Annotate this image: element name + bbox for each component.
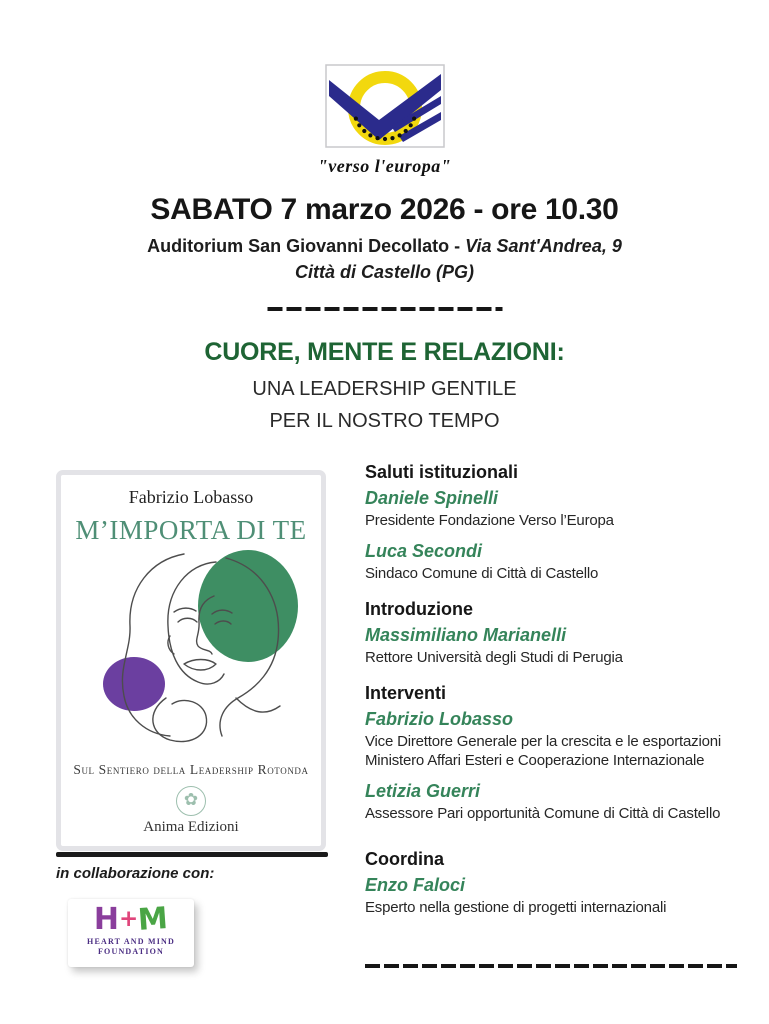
- program-entry: [365, 625, 765, 667]
- event-date-title: SABATO 7 marzo 2026 - ore 10.30: [150, 193, 619, 226]
- hm-foundation-text: [68, 937, 194, 957]
- program-entry: [365, 875, 765, 917]
- hm-letter-h: H: [93, 902, 119, 937]
- speaker-role: Presidente Fondazione Verso l’Europa: [365, 512, 614, 529]
- bottom-divider: [365, 964, 737, 968]
- hm-text-line1: HEART AND MIND: [87, 937, 175, 946]
- hm-text-line2: FOUNDATION: [97, 947, 165, 956]
- speaker-role: Vice Direttore Generale per la crescita e le esportazioni: [365, 733, 722, 750]
- speaker-name: Massimiliano Marianelli: [365, 625, 567, 645]
- hm-monogram: [68, 901, 194, 938]
- city-line: Città di Castello (PG): [294, 262, 474, 282]
- book-author: Fabrizio Lobasso: [128, 487, 254, 507]
- book-cover: [56, 470, 326, 851]
- heart-and-mind-logo: [68, 899, 194, 967]
- event-title-line2: UNA LEADERSHIP GENTILE: [252, 378, 517, 400]
- program-section-introduzione: [365, 599, 765, 667]
- event-title-line1: CUORE, MENTE E RELAZIONI:: [204, 338, 565, 366]
- program-entry: [365, 709, 765, 770]
- speaker-name: Daniele Spinelli: [365, 488, 499, 508]
- book-title: M’IMPORTA DI TE: [75, 515, 307, 545]
- speaker-name: Enzo Faloci: [365, 875, 466, 895]
- program-section-saluti: [365, 462, 765, 583]
- section-heading: Coordina: [365, 849, 444, 869]
- speaker-role: Sindaco Comune di Città di Castello: [365, 565, 599, 582]
- event-title-line3: PER IL NOSTRO TEMPO: [269, 410, 500, 432]
- program-entry: [365, 488, 765, 530]
- book-publisher: Anima Edizioni: [143, 819, 239, 835]
- program-section-coordina: [365, 849, 765, 917]
- publisher-flower-icon: ✿: [176, 786, 206, 816]
- hm-letter-m: M: [137, 901, 170, 938]
- face-line-art: [66, 548, 316, 753]
- verso-europa-logo-icon: [325, 64, 445, 148]
- section-heading: Interventi: [365, 683, 447, 703]
- speaker-role: Rettore Università degli Studi di Perugia: [365, 649, 623, 666]
- speaker-name: Letizia Guerri: [365, 781, 481, 801]
- book-cover-shadow: [56, 852, 328, 857]
- program-section-interventi: [365, 683, 765, 823]
- hm-plus-sign: +: [118, 906, 139, 932]
- speaker-name: Fabrizio Lobasso: [365, 709, 514, 729]
- logo-caption: "verso l'europa": [317, 156, 452, 176]
- venue-line: [0, 236, 769, 257]
- logo-block: [0, 64, 769, 177]
- speaker-name: Luca Secondi: [365, 541, 483, 561]
- section-heading: Saluti istituzionali: [365, 462, 519, 482]
- program-entry: [365, 541, 765, 583]
- section-heading: Introduzione: [365, 599, 473, 619]
- speaker-role: Ministero Affari Esteri e Cooperazione Internazionale: [365, 752, 705, 769]
- speaker-role: Assessore Pari opportunità Comune di Città di Castello: [365, 805, 721, 822]
- top-divider: [267, 307, 502, 311]
- venue-address: Via Sant'Andrea, 9: [465, 236, 622, 256]
- program-entry: [365, 781, 765, 823]
- event-title-block: [0, 338, 769, 433]
- venue-name: Auditorium San Giovanni Decollato -: [147, 236, 466, 256]
- header: [0, 193, 769, 283]
- program-column: [365, 462, 765, 928]
- book-subtitle: Sul Sentiero della Leadership Rotonda: [73, 762, 309, 777]
- speaker-role: Esperto nella gestione di progetti internazionali: [365, 899, 667, 916]
- collaboration-label: in collaborazione con:: [56, 865, 215, 882]
- left-column: [56, 470, 328, 967]
